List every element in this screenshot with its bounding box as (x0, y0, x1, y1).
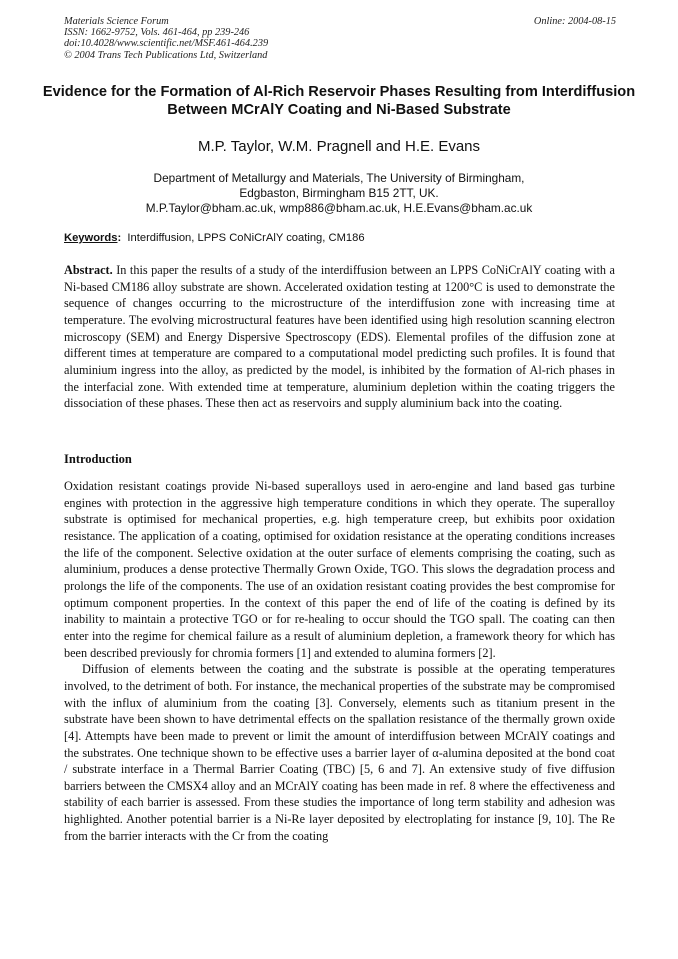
author-emails: M.P.Taylor@bham.ac.uk, wmp886@bham.ac.uk, H.E.Evans@bham.ac.uk (145, 201, 533, 216)
issn-line: ISSN: 1662-9752, Vols. 461-464, pp 239-246 (64, 27, 250, 39)
keywords-colon: : (117, 232, 122, 244)
affiliation-address: Edgbaston, Birmingham B15 2TT, UK. (239, 186, 439, 201)
affiliation-block (40, 171, 638, 217)
introduction-paragraph-1: Oxidation resistant coatings provide Ni-based superalloys used in aero-engine and land based gas turbine engines with protection in the aggressive high temperature conditions in which they operate. The superalloy substrate is optimised for mechanical properties, e.g. high temperature creep, but exhibits poor oxidation resistance. The application of a coating, optimised for oxidation resistance at the operating conditions increases the life of the component. Selective oxidation at the outer surface of elements comprising the coating, such as aluminium, produces a dense protective Thermally Grown Oxide, TGO. This slows the degradation process and prolongs the life of the components. The use of an oxidation resistant coating provides the best compromise for optimum component properties. In the context of this paper the end of life of the coating is defined by its inability to maintain a protective TGO or for re-healing to occur should the TGO spall. The coating can then enter into the regime for chemical failure as a result of aluminium depletion, a framework theory for which has been described previously for chromia formers [1] and extended to alumina formers [2]. (64, 479, 615, 660)
keywords-line (64, 231, 624, 245)
abstract-label: Abstract. (64, 263, 113, 277)
keywords-label: Keywords (64, 232, 118, 244)
copyright-line: © 2004 Trans Tech Publications Ltd, Switzerland (64, 49, 268, 61)
section-heading-introduction: Introduction (64, 452, 132, 466)
online-date: Online: 2004-08-15 (533, 16, 616, 27)
abstract-paragraph (64, 262, 615, 412)
journal-name: Materials Science Forum (64, 16, 169, 27)
doi-line: doi:10.4028/www.scientific.net/MSF.461-464.239 (64, 38, 269, 50)
introduction-paragraph-2: Diffusion of elements between the coating and the substrate is possible at the operating temperatures involved, to the detriment of both. For instance, the mechanical properties of the substrate may be compromised with the influx of aluminium from the coating [3]. Conversely, elements such as titanium present in the substrate have been shown to have detrimental effects on the spallation resistance of the thermally grown oxide [4]. Attempts have been made to prevent or limit the amount of interdiffusion between MCrAlY coatings and the substrates. One technique shown to be effective uses a barrier layer of α-alumina deposited at the bond coat / substrate interface in a Thermal Barrier Coating (TBC) [5, 6 and 7]. An extensive study of five diffusion barriers between the CMSX4 alloy and an MCrAlY coating has been made in ref. 8 where the effectiveness and stability of each barrier is assessed. From these studies the importance of long term stability and adhesion was highlighted. Another potential barrier is a Ni-Re layer deposited by electroplating for instance [9, 10]. The Re from the barrier interacts with the Cr from the coating (64, 662, 615, 843)
author-list: M.P. Taylor, W.M. Pragnell and H.E. Evans (197, 138, 481, 155)
introduction-body (64, 478, 615, 844)
affiliation-department: Department of Metallurgy and Materials, The University of Birmingham, (153, 171, 525, 185)
keywords-text: Interdiffusion, LPPS CoNiCrAlY coating, CM186 (127, 232, 365, 244)
abstract-text: In this paper the results of a study of the interdiffusion between an LPPS CoNiCrAlY coating with a Ni-based CM186 alloy substrate are shown. Accelerated oxidation testing at 1200°C is used to demonstrate the sequence of changes occurring to the microstructure of the interdiffusion zone with increasing time at temperature. The evolving microstructural features have been identified using high resolution scanning electron microscopy (SEM) and Energy Dispersive Spectroscopy (EDS). Elemental profiles of the diffusion zone at different times at temperature are compared to a computational model predicting such profiles. It is found that aluminium ingress into the alloy, as predicted by the model, is inhibited by the formation of Al-rich phases in the interfacial zone. With extended time at temperature, aluminium depletion within the coating triggers the dissociation of these phases. These then act as reservoirs and supply aluminium back into the coating. (64, 263, 615, 411)
journal-header (64, 16, 616, 61)
paper-title: Evidence for the Formation of Al-Rich Reservoir Phases Resulting from Interdiffusion Between MCrAlY Coating and Ni-Based Substrate (42, 84, 636, 118)
